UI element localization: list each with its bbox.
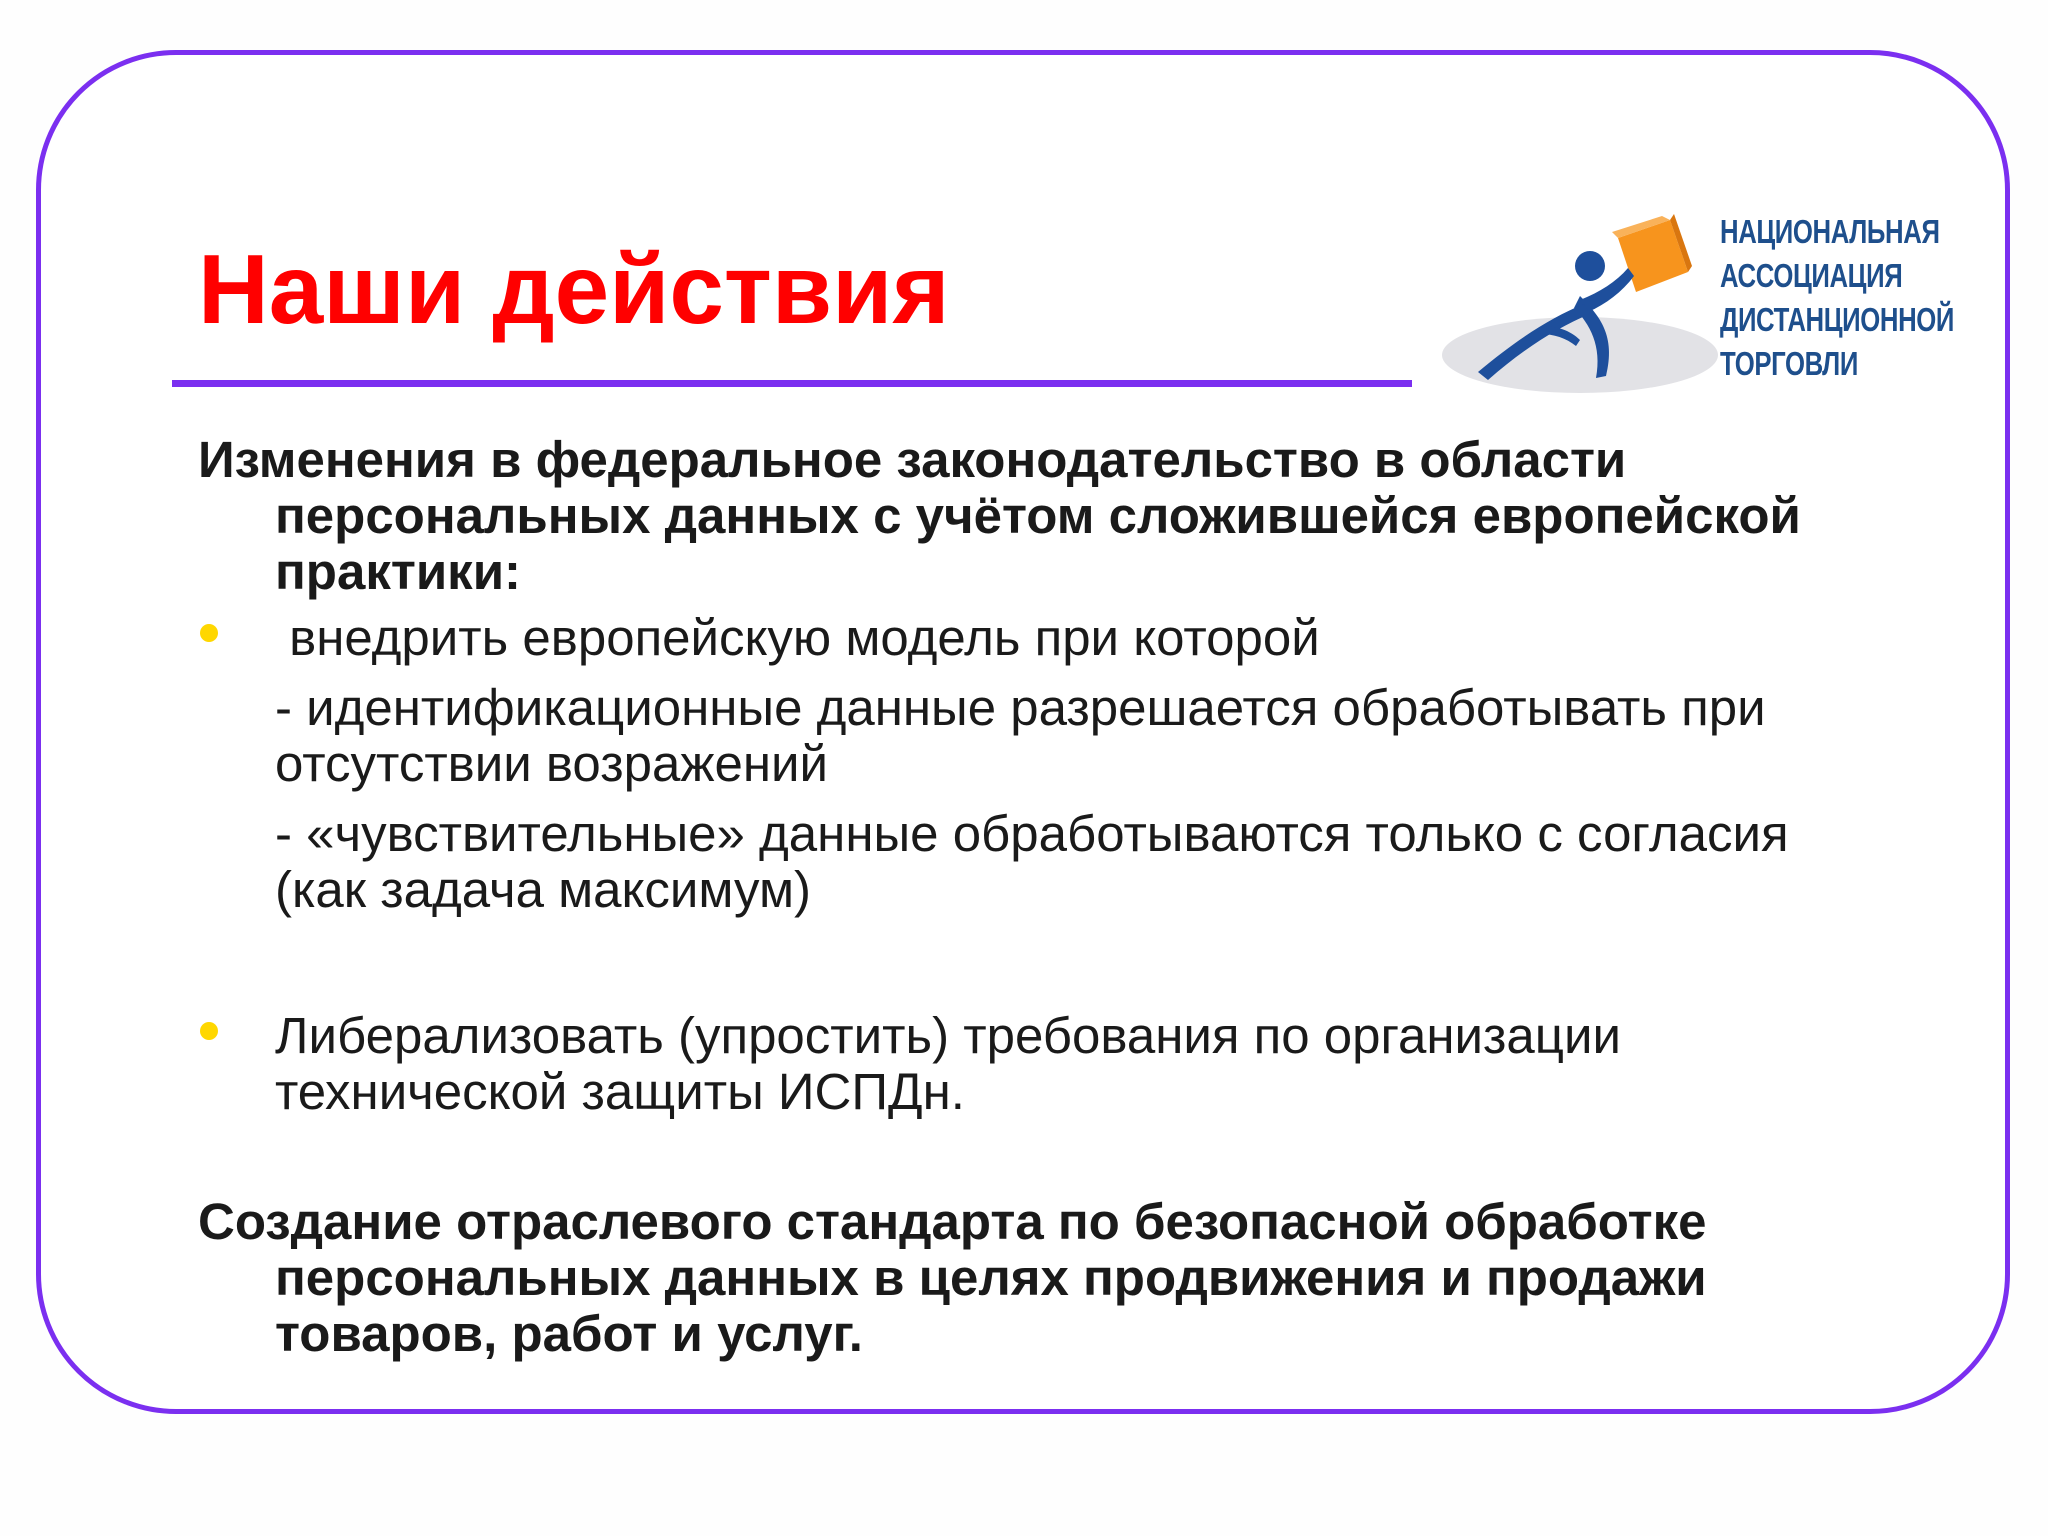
bullet-item-2 xyxy=(198,1008,1878,1120)
conclusion-paragraph: Создание отраслевого стандарта по безопасной обработке персональных данных в целях продвижения и продажи товаров, работ и услуг. xyxy=(198,1193,1707,1362)
slide-body xyxy=(198,432,1878,1362)
logo-text xyxy=(1720,210,1954,386)
logo-line-1: НАЦИОНАЛЬНАЯ xyxy=(1720,213,1940,250)
bullet-text-1: внедрить европейскую модель при которой xyxy=(275,609,1320,666)
slide-title: Наши действия xyxy=(198,234,950,344)
intro-paragraph: Изменения в федеральное законодательство в области персональных данных с учётом сложившейся европейской практики: xyxy=(198,431,1801,600)
bullet-dot-icon xyxy=(200,1022,218,1040)
title-underline xyxy=(172,380,1412,387)
sub-item-1: - идентификационные данные разрешается обработывать при отсутствии возражений xyxy=(275,679,1766,792)
logo-line-3: ДИСТАНЦИОННОЙ xyxy=(1720,301,1955,338)
bullet-text-2: Либерализовать (упростить) требования по организации технической защиты ИСПДн. xyxy=(275,1007,1621,1120)
courier-figure-icon xyxy=(1430,200,1720,400)
bullet-item-1 xyxy=(198,610,1878,666)
bullet-dot-icon xyxy=(200,624,218,642)
logo-line-4: ТОРГОВЛИ xyxy=(1720,345,1858,382)
logo-line-2: АССОЦИАЦИЯ xyxy=(1720,257,1903,294)
association-logo xyxy=(1430,200,1955,400)
sub-item-2: - «чувствительные» данные обработываются только с согласия (как задача максимум) xyxy=(275,805,1789,918)
